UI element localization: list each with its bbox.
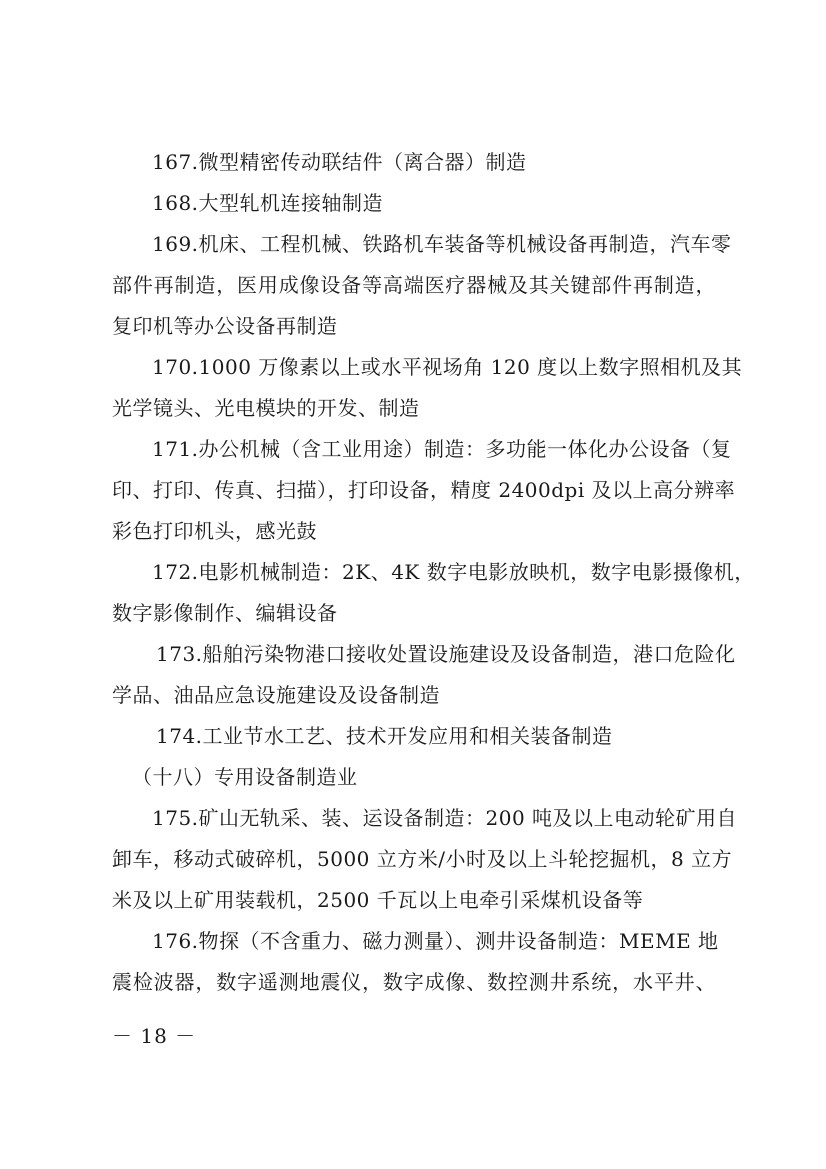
- text-line: 光学镜头、光电模块的开发、制造: [112, 396, 420, 420]
- text-line: 震检波器，数字遥测地震仪，数字成像、数控测井系统，水平井、: [112, 970, 716, 994]
- text-line: 彩色打印机头，感光鼓: [112, 519, 317, 543]
- text-line: 数字影像制作、编辑设备: [112, 601, 338, 625]
- text-line: 174.工业节水工艺、技术开发应用和相关装备制造: [156, 724, 613, 748]
- text-line: 169.机床、工程机械、铁路机车装备等机械设备再制造，汽车零: [152, 232, 732, 256]
- text-line: 171.办公机械（含工业用途）制造：多功能一体化办公设备（复: [152, 437, 732, 461]
- text-line: 173.船舶污染物港口接收处置设施建设及设备制造，港口危险化: [156, 642, 736, 666]
- text-line: 印、打印、传真、扫描），打印设备，精度 2400dpi 及以上高分辨率: [112, 478, 736, 502]
- text-line: 170.1000 万像素以上或水平视场角 120 度以上数字照相机及其: [152, 355, 743, 379]
- text-line: 学品、油品应急设施建设及设备制造: [112, 683, 440, 707]
- text-line: 168.大型轧机连接轴制造: [152, 191, 384, 215]
- text-line: 176.物探（不含重力、磁力测量）、测井设备制造：MEME 地: [152, 929, 719, 953]
- page-number: － 18 －: [112, 1024, 197, 1048]
- text-line: 复印机等办公设备再制造: [112, 314, 338, 338]
- text-line: 175.矿山无轨采、装、运设备制造：200 吨及以上电动轮矿用自: [152, 806, 738, 830]
- text-line: 卸车，移动式破碎机，5000 立方米/小时及以上斗轮挖掘机，8 立方: [112, 847, 733, 871]
- text-line: 部件再制造，医用成像设备等高端医疗器械及其关键部件再制造，: [112, 273, 716, 297]
- text-line: 172.电影机械制造：2K、4K 数字电影放映机，数字电影摄像机，: [152, 560, 755, 584]
- text-line: 167.微型精密传动联结件（离合器）制造: [152, 150, 527, 174]
- section-heading: （十八）专用设备制造业: [132, 765, 358, 789]
- text-line: 米及以上矿用装载机，2500 千瓦以上电牵引采煤机设备等: [112, 888, 644, 912]
